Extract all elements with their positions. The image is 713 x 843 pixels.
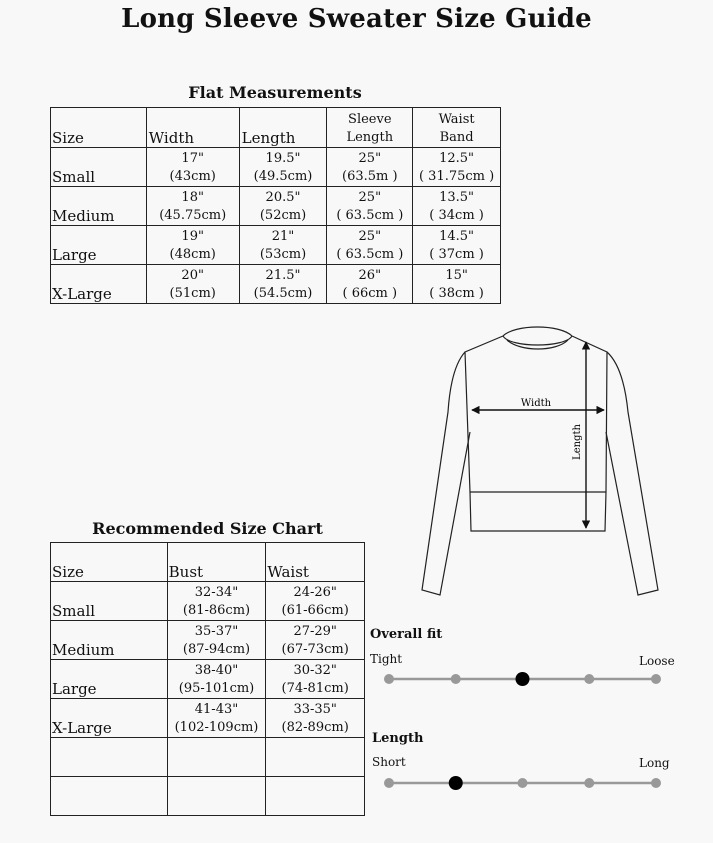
header-size: Size (51, 543, 168, 582)
value-in: 19.5" (265, 151, 301, 166)
header-sleeve-length (327, 108, 413, 148)
value-cm: (53cm) (259, 247, 307, 262)
scale-point (384, 778, 394, 788)
overall-fit-max-label: Loose (639, 654, 675, 668)
length-cell (239, 187, 327, 226)
value-cm: ( 63.5cm ) (336, 247, 404, 262)
value-cm: (49.5cm) (253, 169, 313, 184)
header-bust: Bust (167, 543, 266, 582)
row-size: X-Large (51, 265, 147, 304)
value-in: 25" (358, 190, 382, 205)
empty-cell (167, 738, 266, 777)
sleeve-cell (327, 187, 413, 226)
value-in: 38-40" (194, 663, 239, 678)
scale-selected-point (449, 776, 463, 790)
value-cm: (63.5m ) (342, 169, 398, 184)
scale-point (384, 674, 394, 684)
overall-fit-min-label: Tight (370, 652, 403, 666)
empty-cell (51, 777, 168, 816)
scale-selected-point (516, 672, 530, 686)
header-waist-line1: Waist (438, 112, 475, 127)
value-cm: (67-73cm) (281, 642, 349, 657)
overall-fit-label: Overall fit (370, 627, 443, 642)
scale-point (451, 674, 461, 684)
length-fit-min-label: Short (372, 755, 406, 769)
width-label: Width (520, 398, 552, 409)
header-size: Size (51, 108, 147, 148)
value-in: 13.5" (439, 190, 475, 205)
value-cm: (95-101cm) (178, 681, 255, 696)
value-in: 24-26" (293, 585, 337, 600)
value-in: 19" (181, 229, 204, 244)
table-header-row (51, 108, 501, 148)
sweater-outline (422, 327, 658, 595)
page-title: Long Sleeve Sweater Size Guide (121, 4, 592, 34)
bust-cell (167, 621, 266, 660)
table-row-empty (51, 777, 365, 816)
value-in: 12.5" (439, 151, 475, 166)
value-in: 30-32" (293, 663, 337, 678)
flat-measurements-table (50, 107, 501, 304)
table-row (51, 582, 365, 621)
value-cm: ( 31.75cm ) (418, 169, 495, 184)
sleeve-cell (327, 265, 413, 304)
scale-point (584, 674, 594, 684)
value-cm: ( 38cm ) (429, 286, 484, 301)
value-in: 32-34" (194, 585, 239, 600)
value-in: 14.5" (439, 229, 475, 244)
empty-cell (266, 777, 365, 816)
empty-cell (266, 738, 365, 777)
sweater-diagram (410, 322, 670, 604)
header-waist: Waist (266, 543, 365, 582)
value-in: 33-35" (293, 702, 337, 717)
header-waist-line2: Band (439, 130, 474, 145)
value-cm: (48cm) (169, 247, 216, 262)
row-size: Small (51, 582, 168, 621)
length-fit-max-label: Long (639, 756, 670, 770)
bust-cell (167, 660, 266, 699)
value-cm: (82-89cm) (281, 720, 349, 735)
value-cm: (74-81cm) (281, 681, 349, 696)
waist-cell (266, 582, 365, 621)
length-cell (239, 265, 327, 304)
width-cell (146, 148, 239, 187)
empty-cell (167, 777, 266, 816)
scale-point (584, 778, 594, 788)
value-cm: (45.75cm) (159, 208, 227, 223)
length-cell (239, 148, 327, 187)
waist-cell (413, 226, 501, 265)
sleeve-cell (327, 148, 413, 187)
scale-point (651, 778, 661, 788)
header-sleeve-line1: Sleeve (348, 112, 392, 127)
waist-cell (413, 265, 501, 304)
length-label: Length (572, 424, 583, 460)
header-sleeve-line2: Length (346, 130, 394, 145)
table-row (51, 226, 501, 265)
overall-fit-scale (380, 668, 670, 690)
value-cm: (102-109cm) (174, 720, 259, 735)
value-in: 21" (271, 229, 295, 244)
width-cell (146, 265, 239, 304)
waist-cell (266, 699, 365, 738)
row-size: Medium (51, 187, 147, 226)
value-cm: (87-94cm) (182, 642, 251, 657)
table-header-row (51, 543, 365, 582)
value-cm: ( 37cm ) (429, 247, 484, 262)
table-row (51, 265, 501, 304)
waist-cell (413, 187, 501, 226)
table-row-empty (51, 738, 365, 777)
recommended-size-table (50, 542, 365, 816)
row-size: Large (51, 226, 147, 265)
header-waist-band (413, 108, 501, 148)
value-in: 20.5" (265, 190, 301, 205)
value-in: 21.5" (265, 268, 301, 283)
row-size: Small (51, 148, 147, 187)
value-cm: (61-66cm) (281, 603, 349, 618)
table-row (51, 148, 501, 187)
value-in: 18" (181, 190, 204, 205)
value-cm: (52cm) (259, 208, 307, 223)
value-cm: (51cm) (169, 286, 216, 301)
value-in: 26" (358, 268, 382, 283)
header-width: Width (146, 108, 239, 148)
value-cm: ( 63.5cm ) (336, 208, 404, 223)
value-cm: ( 66cm ) (342, 286, 398, 301)
table-row (51, 621, 365, 660)
scale-point (518, 778, 528, 788)
value-cm: ( 34cm ) (429, 208, 484, 223)
length-fit-scale (380, 772, 670, 794)
value-cm: (81-86cm) (182, 603, 251, 618)
value-in: 20" (181, 268, 204, 283)
row-size: Medium (51, 621, 168, 660)
value-in: 25" (358, 229, 382, 244)
value-in: 25" (358, 151, 382, 166)
value-in: 17" (181, 151, 204, 166)
waist-cell (266, 621, 365, 660)
flat-measurements-title: Flat Measurements (188, 83, 362, 102)
bust-cell (167, 582, 266, 621)
table-row (51, 660, 365, 699)
bust-cell (167, 699, 266, 738)
width-cell (146, 187, 239, 226)
width-cell (146, 226, 239, 265)
length-fit-label: Length (372, 731, 424, 746)
sleeve-cell (327, 226, 413, 265)
table-row (51, 187, 501, 226)
empty-cell (51, 738, 168, 777)
value-in: 27-29" (293, 624, 337, 639)
header-length: Length (239, 108, 327, 148)
value-in: 35-37" (194, 624, 239, 639)
recommended-size-title: Recommended Size Chart (92, 519, 323, 538)
length-cell (239, 226, 327, 265)
value-cm: (43cm) (169, 169, 216, 184)
table-row (51, 699, 365, 738)
value-in: 15" (445, 268, 468, 283)
row-size: X-Large (51, 699, 168, 738)
scale-point (651, 674, 661, 684)
value-in: 41-43" (194, 702, 239, 717)
row-size: Large (51, 660, 168, 699)
waist-cell (266, 660, 365, 699)
value-cm: (54.5cm) (253, 286, 313, 301)
waist-cell (413, 148, 501, 187)
